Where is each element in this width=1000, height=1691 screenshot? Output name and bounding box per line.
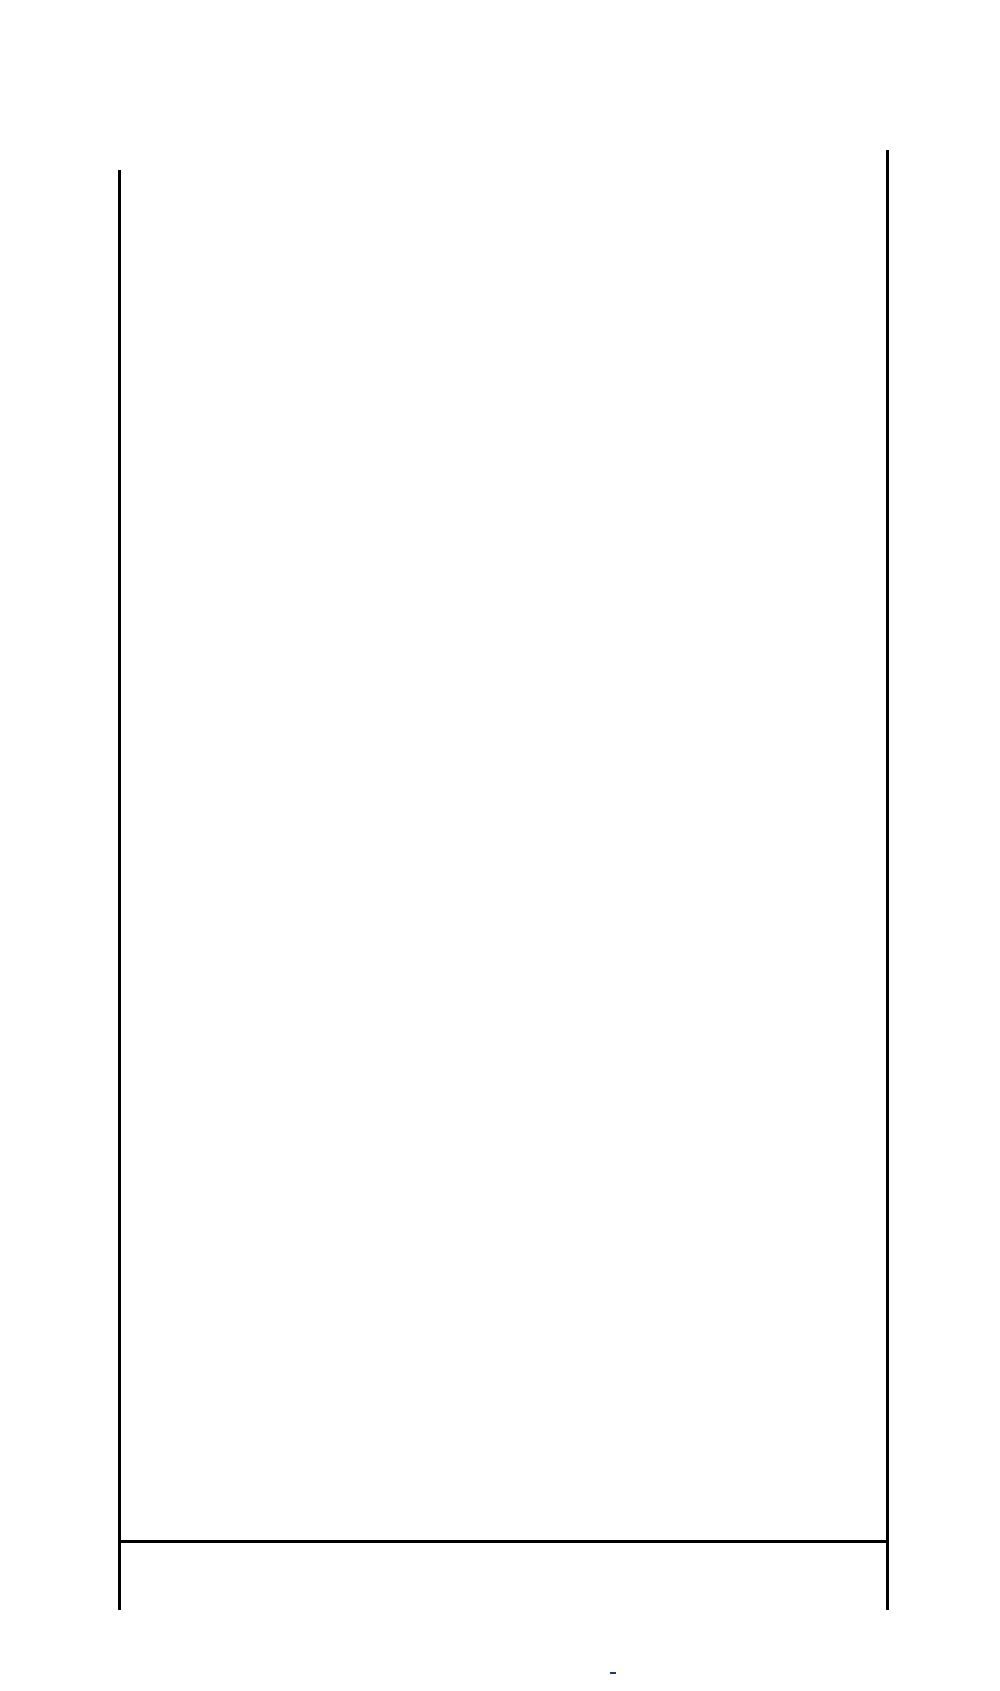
ornament-border-right	[888, 150, 938, 1606]
ornament-border-bottom	[92, 1548, 936, 1594]
dfg-logo-icon	[610, 1672, 616, 1674]
frame-rule-left	[118, 170, 121, 1610]
frame-rule-bottom	[118, 1540, 888, 1543]
digitization-credit	[606, 1672, 616, 1674]
ornament-border-top	[92, 104, 936, 150]
ornament-border-left	[70, 168, 120, 1604]
frame-rule-right	[886, 150, 889, 1610]
